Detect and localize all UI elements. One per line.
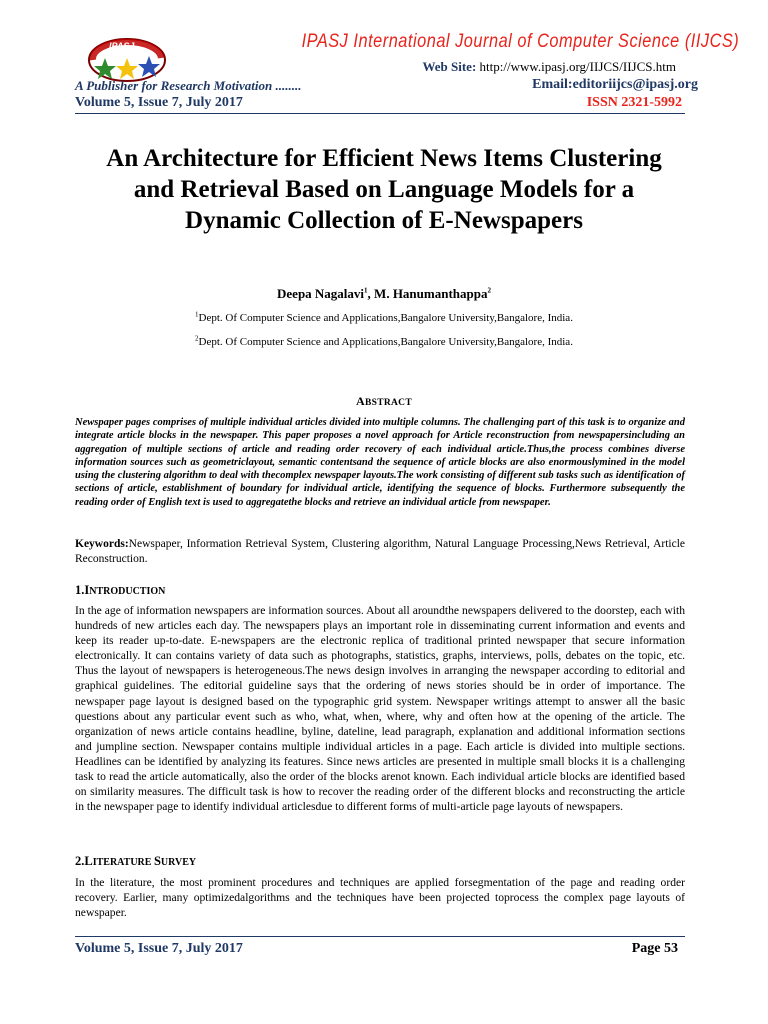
authors [0, 286, 768, 302]
section-heading-initial: I [84, 583, 90, 597]
keywords-text: Newspaper, Information Retrieval System, Clustering algorithm, Natural Language Processing,News Retrieval, Article Reconstruction. [75, 538, 685, 565]
logo-text: IPASJ [109, 41, 135, 51]
abstract-text: Newspaper pages comprises of multiple individual articles divided into multiple columns. The challenging part of this task is to organize and integrate article blocks in the newspaper. This paper proposes a novel approach for Article reconstruction from newspapersincluding an aggregation of multiple sections of article and reading order recovery of each individual article.Thus,the process combines diverse information sources such as geometriclayout, semantic contentsand the sequence of article blocks are also enormouslymined in the model using the clustering algorithm to deal with thecomplex newspaper layouts.The work consisting of different sub tasks such as identification of sections of article, establishment of boundary for individual article, identifying the sequence of blocks. Furthermore subsequently the reading order of English text is used to aggregatethe blocks and retrieve an individual article from newspaper. [75, 417, 685, 508]
journal-email[interactable]: Email:editoriijcs@ipasj.org [532, 77, 698, 92]
keywords [75, 537, 685, 567]
author-1-sup: 1 [364, 286, 368, 295]
literature-survey-text: In the literature, the most prominent procedures and techniques are applied forsegmentation of the page and reading order recovery. Earlier, many optimizedalgorithms and the techniques have been projected toprocess the complex page layouts of newspaper. [75, 876, 685, 920]
issn: ISSN 2321-5992 [586, 95, 682, 110]
affiliation-2-text: Dept. Of Computer Science and Applications,Bangalore University,Bangalore, India. [198, 336, 573, 348]
footer-divider [75, 936, 685, 937]
header-divider [75, 113, 685, 114]
section-heading-initial-2: S [153, 854, 161, 868]
section-heading-introduction [75, 583, 165, 598]
abstract-heading [0, 394, 768, 409]
abstract-heading-rest: BSTRACT [364, 398, 412, 408]
ipasj-logo [87, 36, 167, 82]
affiliation-1 [0, 312, 768, 324]
publisher-tagline: A Publisher for Research Motivation ........ [75, 78, 302, 93]
author-1: Deepa Nagalavi [277, 286, 365, 301]
journal-title: IPASJ International Journal of Computer Science (IIJCS) [301, 31, 740, 52]
page-number: Page 53 [631, 941, 678, 956]
website-label: Web Site: [422, 59, 477, 74]
affiliation-2 [0, 336, 768, 348]
section-heading-initial: L [84, 854, 93, 868]
website-line [422, 59, 676, 75]
affiliation-2-sup: 2 [195, 334, 199, 343]
header-volume: Volume 5, Issue 7, July 2017 [75, 95, 243, 110]
footer-volume: Volume 5, Issue 7, July 2017 [75, 941, 243, 956]
section-number: 2. [75, 854, 85, 868]
section-number: 1. [75, 583, 85, 597]
section-heading-rest: ITERATURE [92, 857, 154, 868]
author-2-sup: 2 [487, 286, 491, 295]
section-heading-rest: NTRODUCTION [89, 586, 166, 597]
section-heading-rest-2: URVEY [160, 857, 197, 868]
paper-title: An Architecture for Efficient News Items Clustering and Retrieval Based on Language Models for a Dynamic Collection of E-Newspapers [106, 145, 662, 234]
website-url[interactable]: http://www.ipasj.org/IIJCS/IIJCS.htm [479, 59, 676, 74]
section-heading-literature-survey [75, 854, 196, 869]
abstract-heading-initial: A [356, 394, 365, 408]
affiliation-1-text: Dept. Of Computer Science and Applications,Bangalore University,Bangalore, India. [198, 312, 573, 324]
affiliation-1-sup: 1 [195, 310, 199, 319]
author-separator: , [367, 286, 375, 301]
introduction-text: In the age of information newspapers are information sources. About all aroundthe newspapers delivered to the doorstep, each with hundreds of new articles each day. The newspapers plays an important role in disseminating current information and events and keep its reader up-to-date. E-newspapers are the electronic replica of traditional printed newspaper that secure information electronically. It can contains variety of data such as photographs, statistics, graphs, interviews, polls, debates on the topic, etc. Thus the layout of newspapers is heterogeneous.The news design involves in arranging the newspaper according to editorial and graphical guidelines. The editorial guideline says that the ordering of news stories should be in order of importance. The newspaper page layout is designed based on the typographic grid system. Newspaper writings attempt to answer all the basic questions about any particular event such as who, what, when, where, why and often how at the opening of the article. The organization of news article contains headline, byline, dateline, lead paragraph, explanation and additional information sections and jumpline section. Newspaper contains multiple individual articles in a page. Each article is divided into multiple sections. Headlines can be identified by analyzing its features. Since news articles are presented in multiple small blocks it is a challenging task to read the article automatically, also the order of the blocks arenot known. Each individual article blocks are identified based on similarity measures. The difficult task is how to recover the reading order of the different blocks and reconstructing the article in the newspaper page to identify individual articlesdue to different forms of multi-article page layouts of newspapers. [75, 604, 685, 814]
author-2: M. Hanumanthappa [374, 286, 488, 301]
keywords-label: Keywords: [75, 538, 129, 550]
